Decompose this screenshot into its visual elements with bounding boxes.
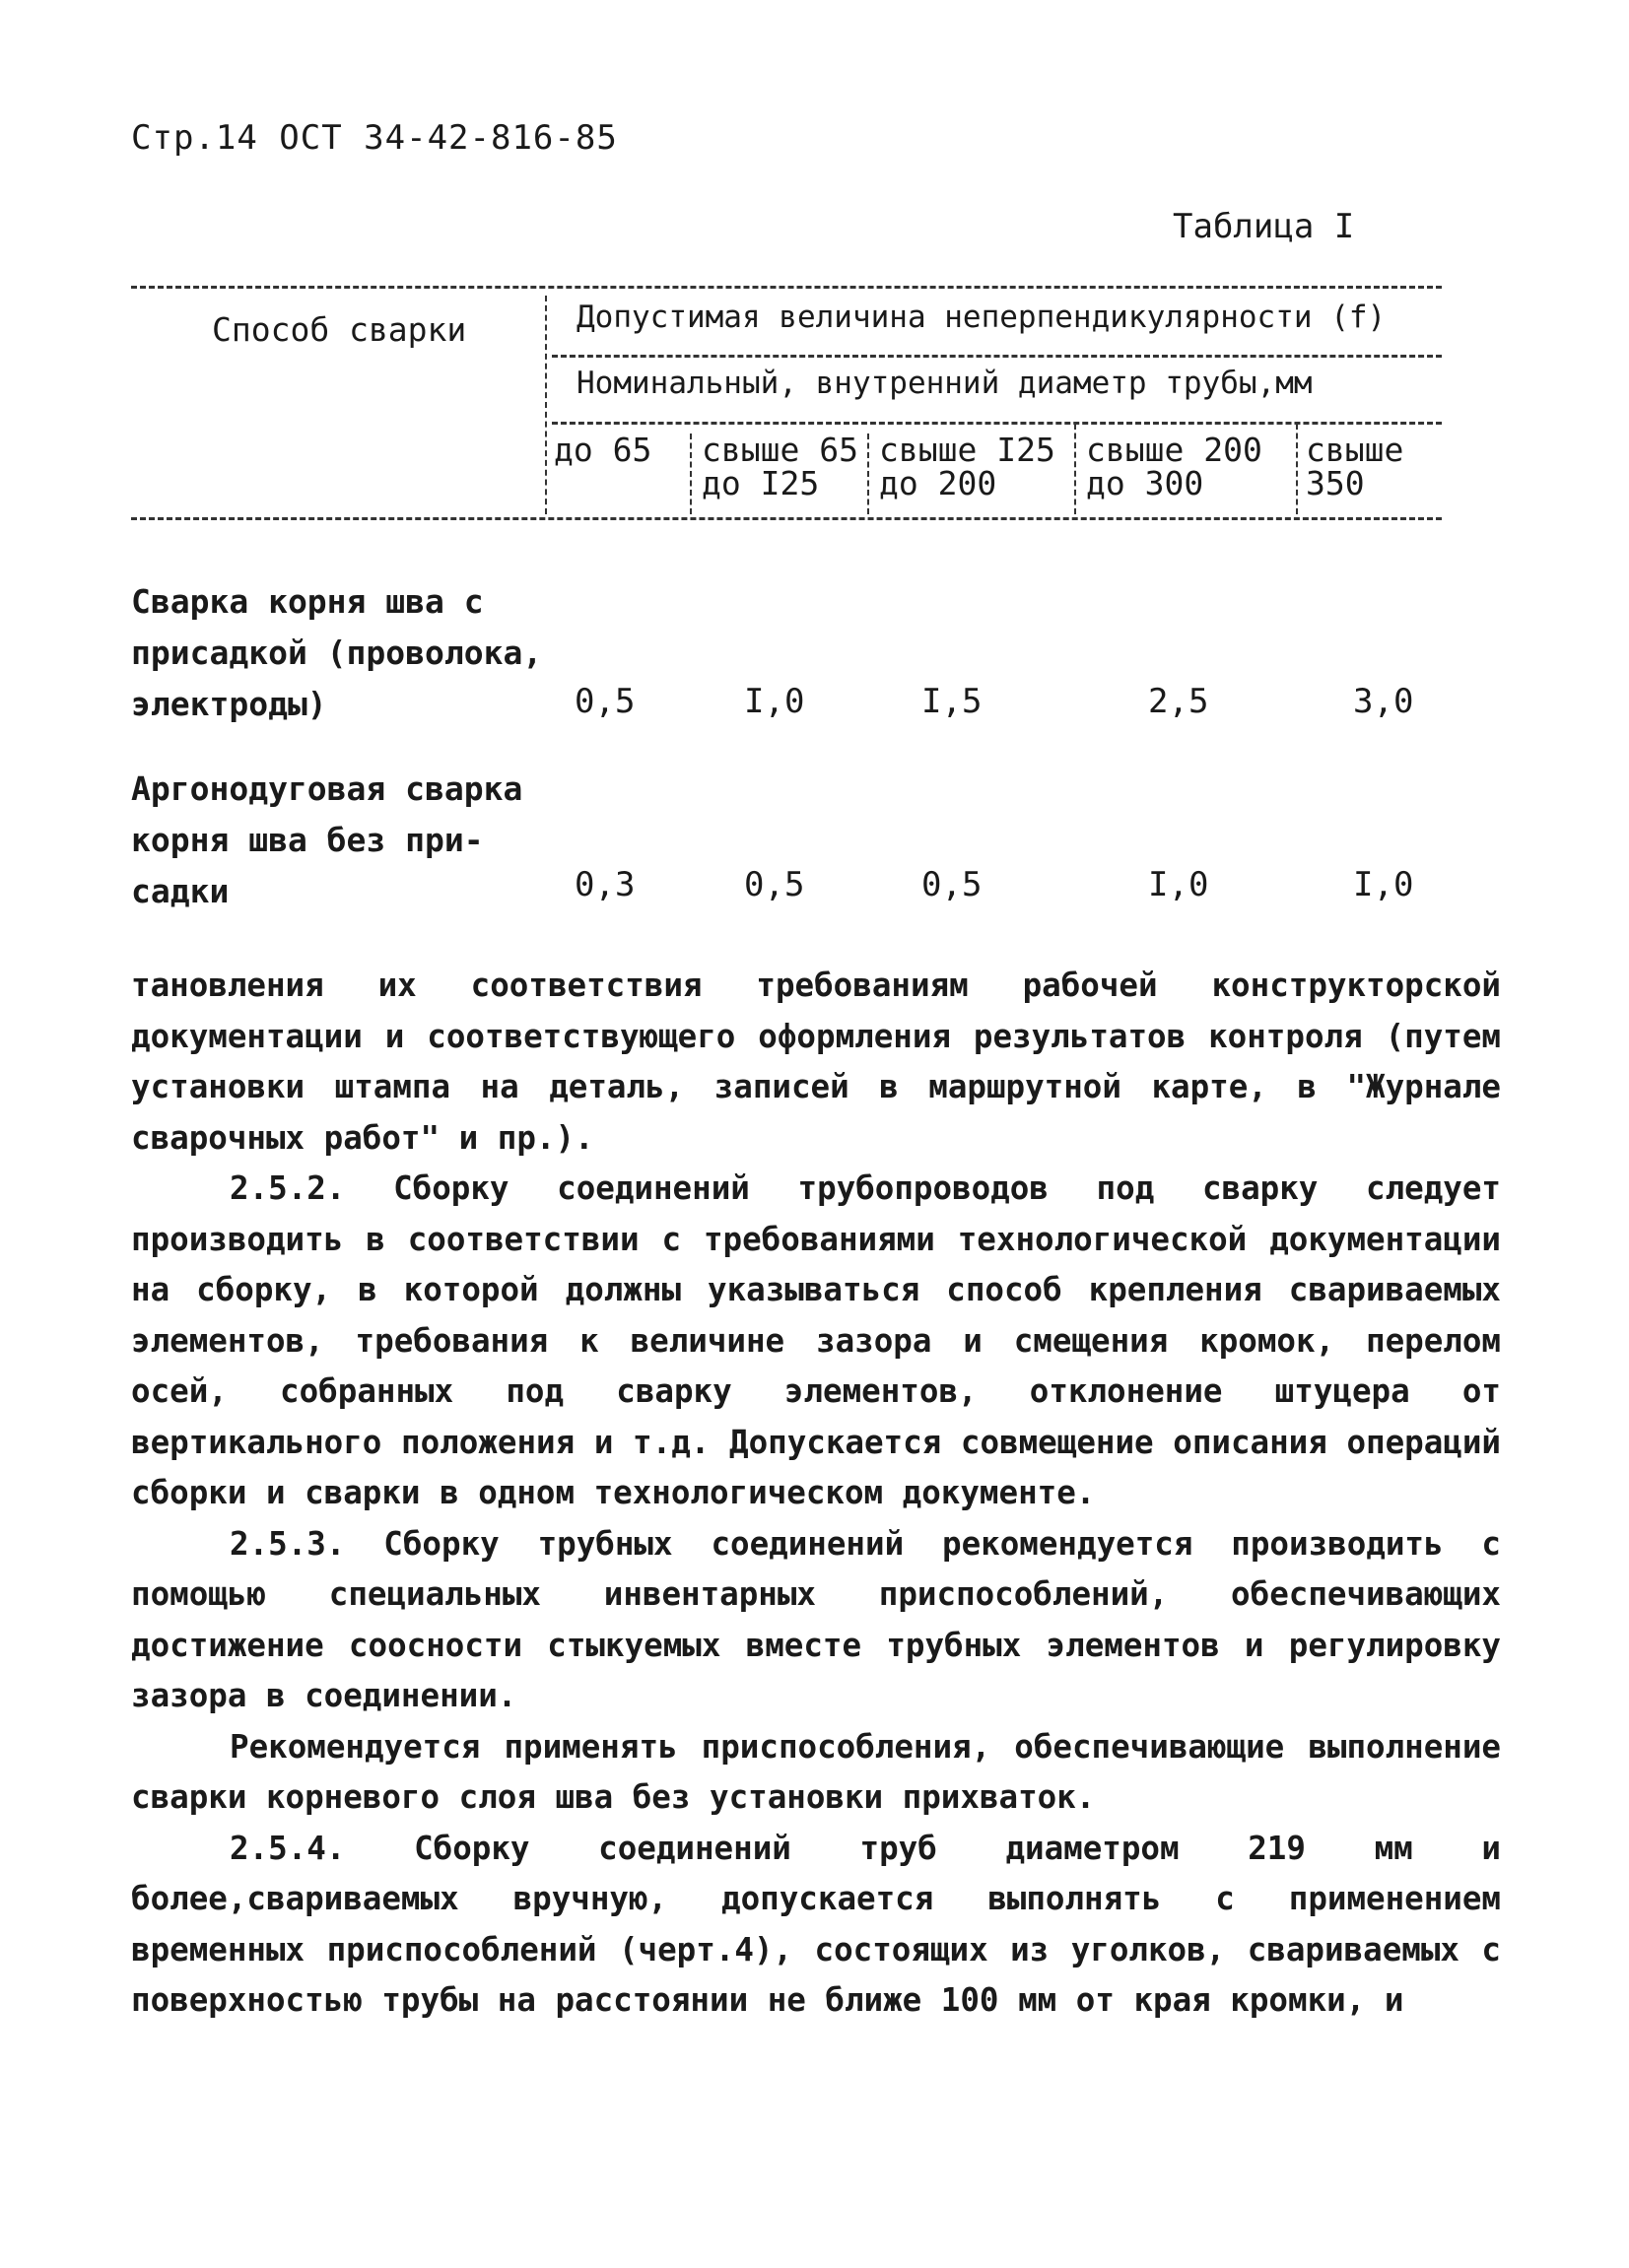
paragraph-continuation: тановления их соответствия требованиям рабочей конструкторской документации и соответствующего оформления результатов контроля (путем установки штампа на деталь, записей в маршрутной карте, в "Журнале сварочных работ" и пр.).: [131, 967, 1501, 1157]
row-2-label: Аргонодуговая сварка корня шва без при- садки: [131, 769, 523, 910]
paragraph-2-5-3: 2.5.3. Сборку трубных соединений рекомендуется производить с помощью специальных инвентарных приспособлений, обеспечивающих достижение соосности стыкуемых вместе трубных элементов и регулировку зазора в соединении.: [131, 1524, 1501, 1714]
table-vline-2: [867, 434, 869, 514]
table-vline-3: [1074, 424, 1076, 514]
table-vline-main: [545, 296, 547, 514]
table-header-bottom-rule: [131, 517, 1442, 520]
row-1-value-2: I,0: [744, 682, 805, 721]
row-1-value-3: I,5: [921, 682, 983, 721]
row-2-value-5: I,0: [1353, 865, 1414, 904]
table-rule-2: [552, 355, 1442, 358]
table-top-rule: [131, 286, 1442, 289]
row-2-value-1: 0,3: [575, 865, 636, 904]
row-1-label: Сварка корня шва с присадкой (проволока, электроды): [131, 582, 543, 723]
subheader-col-3: свыше I25 до 200: [879, 431, 1055, 502]
subheader-col-5: свыше 350: [1306, 431, 1404, 502]
row-1-value-5: 3,0: [1353, 682, 1414, 721]
header-diameter: Номинальный, внутренний диаметр трубы,мм: [577, 366, 1313, 401]
page-header: Стр.14 ОСТ 34-42-816-85: [131, 118, 618, 158]
table-vline-4: [1296, 424, 1298, 514]
row-1-value-1: 0,5: [575, 682, 636, 721]
header-method: Способ сварки: [212, 310, 467, 349]
row-2-value-4: I,0: [1148, 865, 1209, 904]
table-title: Таблица I: [1173, 207, 1355, 246]
row-2-value-2: 0,5: [744, 865, 805, 904]
table-vline-1: [690, 434, 692, 514]
table-rule-3: [552, 422, 1442, 425]
subheader-col-4: свыше 200 до 300: [1086, 431, 1262, 502]
row-1-value-4: 2,5: [1148, 682, 1209, 721]
subheader-col-2: свыше 65 до I25: [702, 431, 858, 502]
paragraph-recommendation: Рекомендуется применять приспособления, обеспечивающие выполнение сварки корневого слоя шва без установки прихваток.: [131, 1727, 1501, 1816]
body-text: [131, 961, 1501, 2027]
subheader-col-1: до 65: [554, 431, 652, 469]
header-tolerance: Допустимая величина неперпендикулярности (f): [577, 300, 1387, 335]
paragraph-2-5-4: 2.5.4. Сборку соединений труб диаметром 219 мм и более,свариваемых вручную, допускается выполнять с применением временных приспособлений (черт.4), состоящих из уголков, свариваемых с поверхностью трубы на расстоянии не ближе 100 мм от края кромки, и: [131, 1829, 1501, 2019]
row-2-value-3: 0,5: [921, 865, 983, 904]
paragraph-2-5-2: 2.5.2. Сборку соединений трубопроводов под сварку следует производить в соответствии с требованиями технологической документации на сборку, в которой должны указываться способ крепления свариваемых элементов, требования к величине зазора и смещения кромок, перелом осей, собранных под сварку элементов, отклонение штуцера от вертикального положения и т.д. Допускается совмещение описания операций сборки и сварки в одном технологическом документе.: [131, 1169, 1501, 1511]
